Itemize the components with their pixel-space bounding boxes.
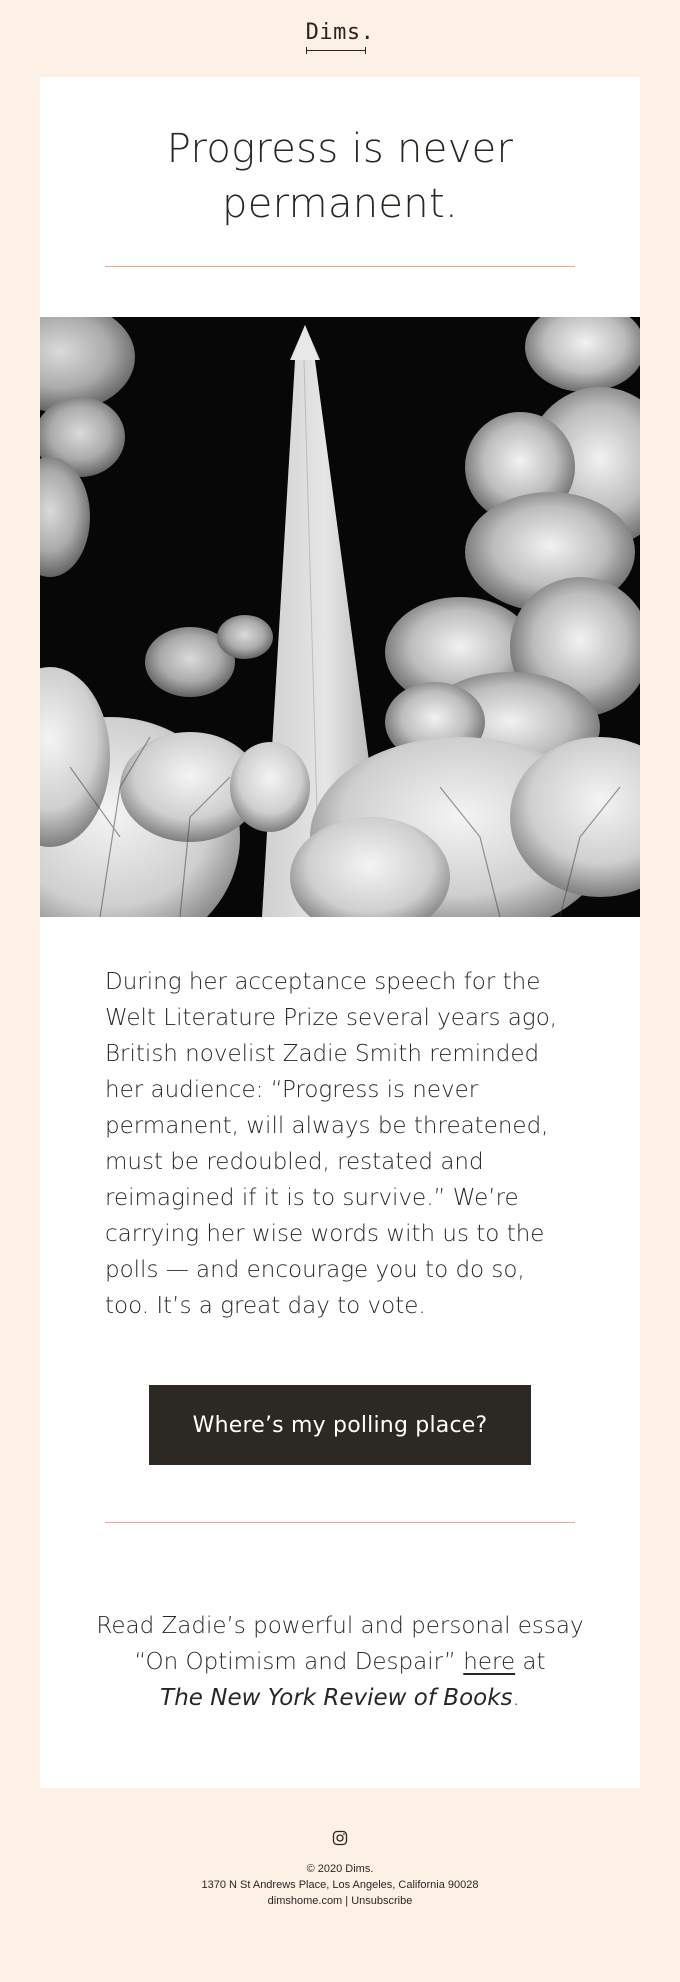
site-link[interactable]: dimshome.com (267, 1895, 343, 1907)
washington-monument-photo (40, 317, 640, 917)
footer-address: 1370 N St Andrews Place, Los Angeles, California 90028 (201, 1879, 479, 1891)
footer-copyright: © 2020 Dims. (306, 1863, 374, 1875)
headline (40, 122, 640, 232)
brand-logo-text: Dims. (305, 20, 375, 45)
headline-line-1: Progress is never (166, 126, 514, 172)
essay-at: at (515, 1649, 546, 1675)
instagram-icon[interactable] (332, 1830, 348, 1846)
polling-place-button-label: Where’s my polling place? (192, 1412, 488, 1438)
body-paragraph: During her acceptance speech for the Welt Literature Prize several years ago, British novelist Zadie Smith reminded her audience: “Progress is never permanent, will always be threatened, must be redoubled, restated and reimagined if it is to survive.” We’re carrying her wise words with us to the polls — and encourage you to do so, too. It’s a great day to vote. (105, 969, 558, 1319)
essay-callout (80, 1608, 600, 1716)
essay-line-1: Read Zadie’s powerful and personal essay (96, 1613, 584, 1639)
polling-place-button[interactable] (149, 1385, 531, 1465)
brand-logo[interactable] (306, 20, 375, 51)
essay-line-2 (80, 1644, 600, 1680)
essay-here-link[interactable]: here (463, 1649, 516, 1675)
divider-top (105, 266, 575, 267)
essay-period: . (512, 1685, 520, 1711)
publication-name: The New York Review of Books (160, 1685, 513, 1711)
divider-bottom (105, 1522, 575, 1523)
essay-title: “On Optimism and Despair” (134, 1649, 464, 1675)
headline-line-2: permanent. (222, 181, 458, 227)
footer (0, 1830, 680, 1909)
header (0, 0, 680, 77)
email-card (40, 77, 640, 1788)
footer-links (0, 1893, 680, 1909)
footer-separator: | (342, 1895, 352, 1907)
hero-image (40, 317, 640, 917)
essay-line-3 (80, 1680, 600, 1716)
unsubscribe-link[interactable]: Unsubscribe (351, 1895, 413, 1907)
logo-underline (306, 50, 367, 51)
